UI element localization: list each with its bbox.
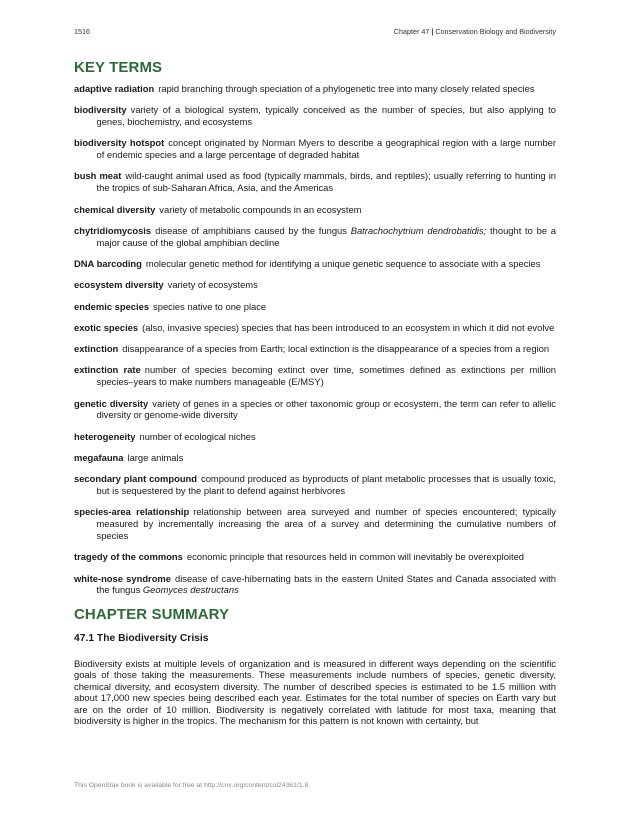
key-term-entry: [74, 83, 556, 95]
chapter-heading: [394, 27, 556, 36]
key-term-entry: [74, 473, 556, 497]
key-term: chytridiomycosis: [74, 224, 152, 236]
key-term: adaptive radiation: [74, 83, 155, 94]
key-term: endemic species: [74, 300, 150, 312]
key-term-definition: compound produced as byproducts of plant metabolic processes that is usually toxic, but is sequestered by the plant to defend against herbivores: [96, 473, 556, 497]
species-name: Batrachochytrium dendrobatidis;: [350, 224, 487, 236]
key-term-entry: [74, 137, 556, 161]
key-term-entry: [74, 258, 556, 270]
page-header: [74, 27, 556, 36]
key-term-definition: rapid branching through speciation of a phylogenetic tree into many closely related species: [158, 83, 535, 94]
key-term-entry: [74, 225, 556, 249]
summary-paragraph: Biodiversity exists at multiple levels of organization and is measured in different ways depending on the scientific goals of those taking the measurements. These measurements include numbers of species, genetic diversity, chemical diversity, and ecosystem diversity. The number of described species is estimated to be 1.5 million with about 17,000 new species being described each year. Estimates for the total number of species on Earth vary but are on the order of 10 million. Biodiversity is negatively correlated with latitude for most taxa, meaning that biodiversity is higher in the tropics. The mechanism for this pattern is not known with certainty, but: [74, 657, 556, 727]
key-term-entry: [74, 170, 556, 194]
key-term: tragedy of the commons: [74, 551, 183, 563]
section-heading: 47.1 The Biodiversity Crisis: [74, 632, 209, 644]
key-term: megafauna: [74, 451, 124, 463]
species-name: Geomyces destructans: [142, 584, 239, 596]
key-term-entry: [74, 398, 556, 422]
key-term-definition: number of ecological niches: [139, 430, 256, 442]
key-term-entry: [74, 204, 556, 216]
key-term: biodiversity: [74, 104, 127, 116]
key-term-definition: species native to one place: [153, 300, 267, 312]
key-term-entry: [74, 301, 556, 313]
key-term: white-nose syndrome: [74, 572, 171, 584]
header-separator: |: [431, 27, 434, 36]
key-term-definition: variety of ecosystems: [167, 279, 258, 291]
key-term-entry: [74, 452, 556, 464]
key-term-definition: (also, invasive species) species that has been introduced to an ecosystem in which it did not evolve: [142, 321, 555, 333]
chapter-label: Chapter 47: [393, 27, 430, 36]
key-term-definition: variety of metabolic compounds in an ecosystem: [159, 203, 362, 215]
key-term-entry: [74, 573, 556, 597]
key-term-definition: number of species becoming extinct over time, sometimes defined as extinctions per million species–years to make numbers manageable (E/MSY): [96, 364, 557, 388]
key-term-entry: [74, 506, 556, 541]
key-term-entry: [74, 279, 556, 291]
page-content: [74, 59, 556, 727]
definition-text: thought to be a major cause of the global amphibian decline: [96, 224, 556, 248]
key-term-definition: variety of genes in a species or other taxonomic group or ecosystem, the term can refer to allelic diversity or genome-wide diversity: [96, 397, 556, 421]
key-term-entry: [74, 364, 556, 388]
key-term: exotic species: [74, 321, 139, 333]
chapter-summary-title: CHAPTER SUMMARY: [74, 605, 230, 623]
key-term-definition: concept originated by Norman Myers to describe a geographical region with a large number of endemic species and a large percentage of degraded habitat: [96, 137, 556, 161]
key-term: heterogeneity: [74, 430, 136, 442]
key-term-definition: variety of a biological system, typically conceived as the number of species, but also applying to genes, biochemistry, and ecosystems: [96, 104, 556, 128]
key-term-definition: wild-caught animal used as food (typically mammals, birds, and reptiles); usually referring to hunting in the tropics of sub-Saharan Africa, Asia, and the Americas: [96, 170, 557, 194]
key-terms-title: KEY TERMS: [74, 59, 163, 76]
key-term-definition: relationship between area surveyed and number of species encountered; typically measured by incrementally increasing the area of a survey and determining the cumulative numbers of species: [96, 506, 556, 541]
chapter-title: Conservation Biology and Biodiversity: [435, 27, 556, 36]
key-term: extinction: [74, 343, 119, 355]
key-term-definition: [97, 225, 557, 248]
key-term: species-area relationship: [74, 506, 190, 518]
key-term-entry: [74, 104, 556, 128]
key-term-definition: large animals: [127, 451, 184, 463]
key-term: genetic diversity: [74, 397, 149, 409]
key-term-entry: [74, 551, 556, 563]
key-term-entry: [74, 431, 556, 443]
key-term-entry: [74, 343, 556, 355]
key-term: chemical diversity: [74, 203, 156, 215]
key-term-definition: disappearance of a species from Earth; local extinction is the disappearance of a species from a region: [122, 343, 550, 355]
key-term: secondary plant compound: [74, 473, 197, 485]
key-term: ecosystem diversity: [74, 279, 164, 291]
key-term-definition: economic principle that resources held in common will inevitably be overexploited: [186, 551, 525, 563]
key-term-entry: [74, 322, 556, 334]
key-term: bush meat: [74, 170, 122, 182]
page-footer: This OpenStax book is available for free at http://cnx.org/content/col24361/1.8: [74, 782, 309, 789]
page-number: 1516: [74, 27, 90, 36]
key-terms-list: [74, 83, 556, 596]
definition-text: disease of cave-hibernating bats in the eastern United States and Canada associated with the fungus: [96, 572, 556, 596]
key-term: DNA barcoding: [74, 257, 142, 269]
key-term: extinction rate: [74, 364, 141, 376]
key-term-definition: molecular genetic method for identifying a unique genetic sequence to associate with a species: [145, 257, 541, 269]
key-term: biodiversity hotspot: [74, 137, 165, 149]
definition-text: disease of amphibians caused by the fungus: [155, 224, 351, 236]
